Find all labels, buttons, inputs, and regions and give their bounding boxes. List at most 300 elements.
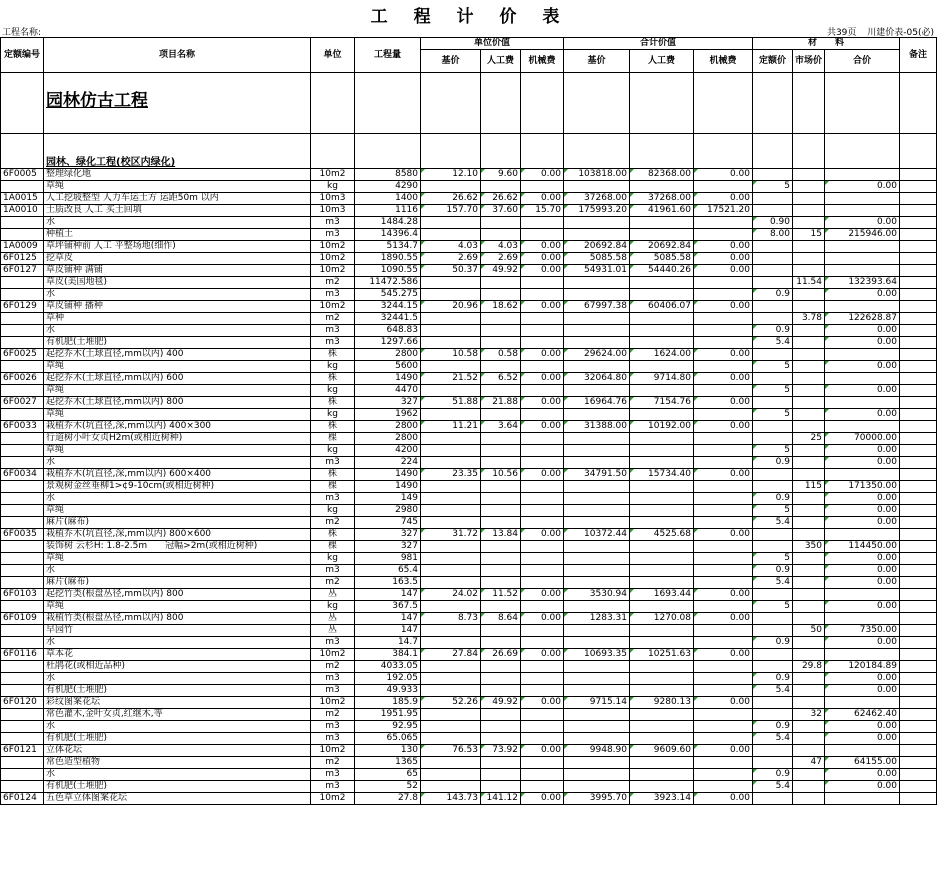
cell-b [421,733,481,745]
cell-name: 水 [44,217,311,229]
table-row [1,493,937,505]
cell-m: 0.00 [521,241,564,253]
cell-m: 0.00 [521,301,564,313]
table-row [1,169,937,181]
cell-tb [564,217,630,229]
cell-remark [900,745,937,757]
cell-code: 6F0027 [1,397,44,409]
cell-tl [630,661,694,673]
cell-q: 0.9 [753,457,793,469]
cell-remark [900,649,937,661]
cell-t [825,349,900,361]
cell-t [825,745,900,757]
cell-tb [564,769,630,781]
cell-m [521,433,564,445]
cell-t: 0.00 [825,505,900,517]
cell-m: 0.00 [521,193,564,205]
cell-unit: m2 [311,577,355,589]
cell-name: 杜鹃花(或相近品种) [44,661,311,673]
table-row [1,529,937,541]
cell-tm: 0.00 [694,793,753,805]
cell-code [1,661,44,673]
cell-m [521,505,564,517]
cell-name: 水 [44,565,311,577]
cell-remark [900,385,937,397]
cell-code [1,541,44,553]
cell-qty: 1490 [355,469,421,481]
cell-m [521,601,564,613]
cell-tb [564,553,630,565]
cell-t [825,613,900,625]
cell-remark [900,289,937,301]
cell-unit: 10m2 [311,169,355,181]
cell-tm [694,313,753,325]
cell-l: 9.60 [481,169,521,181]
cell-tm [694,637,753,649]
cell-b [421,757,481,769]
cell-tl: 5085.58 [630,253,694,265]
cell-tm: 0.00 [694,697,753,709]
table-row [1,277,937,289]
cell-unit: m2 [311,709,355,721]
cell-qty: 327 [355,529,421,541]
cell-name: 水 [44,493,311,505]
cell-qty: 2980 [355,505,421,517]
cell-q: 5 [753,361,793,373]
cell-b [421,457,481,469]
cell-qty: 5600 [355,361,421,373]
cell-unit: m3 [311,457,355,469]
cell-tl: 41961.60 [630,205,694,217]
cell-m [521,733,564,745]
cell-qty: 14396.4 [355,229,421,241]
cell-l [481,433,521,445]
cell-unit: m2 [311,661,355,673]
cell-b: 143.73 [421,793,481,805]
cell-remark [900,349,937,361]
cell-tm [694,601,753,613]
cell-qty: 52 [355,781,421,793]
cell-tl: 20692.84 [630,241,694,253]
cell-t: 0.00 [825,493,900,505]
cell-unit: 丛 [311,613,355,625]
cell-tb: 37268.00 [564,193,630,205]
table-row [1,481,937,493]
cell-mp [793,361,825,373]
cell-remark [900,601,937,613]
cell-q [753,589,793,601]
cell-remark [900,697,937,709]
cell-unit: 10m3 [311,205,355,217]
cell-remark [900,457,937,469]
cell-code [1,229,44,241]
cell-t [825,397,900,409]
cell-code [1,385,44,397]
cell-mp [793,529,825,541]
cell-remark [900,769,937,781]
table-row [1,253,937,265]
cell-code: 6F0026 [1,373,44,385]
cell-tm [694,781,753,793]
cell-qty: 4290 [355,181,421,193]
cell-m [521,337,564,349]
cell-tm [694,457,753,469]
cell-l [481,229,521,241]
cell-tm [694,325,753,337]
table-row [1,397,937,409]
cell-tb: 67997.38 [564,301,630,313]
cell-code [1,457,44,469]
cell-unit: kg [311,409,355,421]
cell-name: 草绳 [44,385,311,397]
cell-remark [900,565,937,577]
table-row [1,709,937,721]
cell-b: 23.35 [421,469,481,481]
table-row [1,361,937,373]
cell-unit: m2 [311,313,355,325]
cell-m [521,661,564,673]
cell-tl [630,601,694,613]
header-code: 定额编号 [1,38,44,73]
cell-tb [564,337,630,349]
cell-tb [564,313,630,325]
table-row [1,781,937,793]
cell-tl [630,433,694,445]
cell-code [1,445,44,457]
cell-name: 常色灌木,金叶女贞,红继木,等 [44,709,311,721]
cell-tb [564,685,630,697]
cell-tb: 10693.35 [564,649,630,661]
cell-remark [900,613,937,625]
cell-tl: 1270.08 [630,613,694,625]
cell-tl [630,673,694,685]
cell-q: 5.4 [753,685,793,697]
cell-tm [694,337,753,349]
cell-tm [694,229,753,241]
cell-tl: 10192.00 [630,421,694,433]
cell-tm: 0.00 [694,349,753,361]
cell-l [481,361,521,373]
cell-tm [694,541,753,553]
cell-t: 7350.00 [825,625,900,637]
cell-qty: 1116 [355,205,421,217]
cell-qty: 1400 [355,193,421,205]
cell-b: 2.69 [421,253,481,265]
cell-name: 草绳 [44,181,311,193]
cell-qty: 2800 [355,421,421,433]
cell-name: 草绳 [44,601,311,613]
cell-mp [793,385,825,397]
cell-l [481,685,521,697]
cell-mp [793,217,825,229]
cell-tm [694,565,753,577]
cell-l [481,661,521,673]
cell-t [825,649,900,661]
cell-b: 8.73 [421,613,481,625]
cell-tm [694,277,753,289]
header-total-machine: 机械费 [694,50,753,73]
table-row [1,517,937,529]
cell-b [421,313,481,325]
cell-unit: 10m3 [311,193,355,205]
cell-remark [900,685,937,697]
cell-tb [564,481,630,493]
cell-remark [900,325,937,337]
cell-tl [630,337,694,349]
cell-m [521,637,564,649]
cell-q: 0.9 [753,637,793,649]
cell-name: 栽植乔木(坑直径,深,mm以内) 600×400 [44,469,311,481]
cell-tl: 10251.63 [630,649,694,661]
cell-qty: 367.5 [355,601,421,613]
cell-tl [630,481,694,493]
cell-tb [564,625,630,637]
cell-m [521,673,564,685]
cell-name: 水 [44,457,311,469]
cell-t: 0.00 [825,361,900,373]
cell-unit: m3 [311,229,355,241]
cell-t [825,253,900,265]
cell-q: 5.4 [753,781,793,793]
cell-q [753,313,793,325]
cell-tm: 0.00 [694,589,753,601]
cell-b: 50.37 [421,265,481,277]
cell-m [521,481,564,493]
cell-code [1,601,44,613]
cell-mp [793,685,825,697]
cell-l: 26.62 [481,193,521,205]
cell-mp: 11.54 [793,277,825,289]
cell-tm [694,517,753,529]
cell-qty: 130 [355,745,421,757]
cell-code [1,493,44,505]
cell-q [753,397,793,409]
cell-b: 52.26 [421,697,481,709]
cell-l [481,505,521,517]
cell-qty: 49.933 [355,685,421,697]
cell-qty: 1090.55 [355,265,421,277]
cell-q: 0.9 [753,325,793,337]
cell-b: 12.10 [421,169,481,181]
cell-mp [793,265,825,277]
cell-q: 0.9 [753,493,793,505]
cell-mp [793,613,825,625]
cell-code [1,577,44,589]
cell-name: 草皮铺种 播种 [44,301,311,313]
cell-code [1,337,44,349]
cell-qty: 147 [355,589,421,601]
cell-code [1,181,44,193]
cell-mp [793,241,825,253]
cell-unit: 10m2 [311,241,355,253]
cell-q [753,349,793,361]
cell-tm [694,181,753,193]
section-title: 园林仿古工程 [46,91,148,111]
cell-name: 水 [44,673,311,685]
cell-tm: 17521.20 [694,205,753,217]
cell-tl [630,313,694,325]
cell-l [481,445,521,457]
cell-q [753,169,793,181]
cell-code [1,769,44,781]
cell-l: 18.62 [481,301,521,313]
cell-remark [900,541,937,553]
cell-remark [900,313,937,325]
cell-tb [564,661,630,673]
cell-l [481,409,521,421]
cell-qty: 92.95 [355,721,421,733]
table-row [1,661,937,673]
cell-mp [793,253,825,265]
cell-unit: m3 [311,769,355,781]
cell-l: 6.52 [481,373,521,385]
cell-t: 122628.87 [825,313,900,325]
table-row [1,589,937,601]
cell-qty: 3244.15 [355,301,421,313]
cell-b [421,409,481,421]
cell-q [753,265,793,277]
cell-tb [564,385,630,397]
cell-t [825,589,900,601]
cell-remark [900,625,937,637]
table-row [1,301,937,313]
cell-m [521,217,564,229]
cell-tb [564,709,630,721]
cell-m: 0.00 [521,745,564,757]
cell-m [521,721,564,733]
cell-m [521,517,564,529]
cell-remark [900,361,937,373]
cell-b [421,601,481,613]
cell-tb [564,577,630,589]
cell-qty: 1365 [355,757,421,769]
cell-m [521,781,564,793]
cell-t: 0.00 [825,577,900,589]
cell-name: 草坪铺种前 人工 平整场地(细作) [44,241,311,253]
cell-qty: 8580 [355,169,421,181]
cell-tm [694,577,753,589]
cell-tl [630,541,694,553]
table-row [1,385,937,397]
cell-code [1,433,44,445]
cell-m: 0.00 [521,265,564,277]
cell-b: 76.53 [421,745,481,757]
cell-mp [793,565,825,577]
cell-qty: 4200 [355,445,421,457]
cell-tm [694,553,753,565]
cell-code [1,625,44,637]
cell-m [521,577,564,589]
cell-tl: 1624.00 [630,349,694,361]
cell-tl [630,385,694,397]
cell-code [1,781,44,793]
cell-tb: 29624.00 [564,349,630,361]
cell-m [521,769,564,781]
cell-m [521,313,564,325]
cell-name: 景观树金丝垂柳1>¢9-10cm(或相近树种) [44,481,311,493]
table-row [1,565,937,577]
cell-tl [630,289,694,301]
cell-qty: 224 [355,457,421,469]
cell-unit: kg [311,445,355,457]
cell-name: 麻片(麻布) [44,517,311,529]
cell-unit: m3 [311,337,355,349]
cell-tm [694,445,753,457]
cell-l: 37.60 [481,205,521,217]
cell-t: 0.00 [825,565,900,577]
cell-tl [630,445,694,457]
cell-t: 171350.00 [825,481,900,493]
cell-mp: 15 [793,229,825,241]
table-row [1,733,937,745]
project-name-label: 工程名称: [2,28,42,38]
cell-name: 种植土 [44,229,311,241]
table-row [1,745,937,757]
cell-t: 0.00 [825,781,900,793]
cell-t: 0.00 [825,289,900,301]
cell-name: 常色造型植物 [44,757,311,769]
cell-b: 27.84 [421,649,481,661]
cell-mp [793,289,825,301]
cell-q: 5 [753,181,793,193]
cell-remark [900,169,937,181]
page-title: 工 程 计 价 表 [370,7,570,27]
cell-t: 0.00 [825,385,900,397]
table-row [1,289,937,301]
cell-b [421,277,481,289]
cell-name: 有机肥(土堆肥) [44,685,311,697]
cell-b: 10.58 [421,349,481,361]
cell-qty: 2800 [355,349,421,361]
cell-mp [793,577,825,589]
cell-tb [564,277,630,289]
cell-tm: 0.00 [694,253,753,265]
cell-remark [900,421,937,433]
cell-q: 0.9 [753,289,793,301]
cell-q: 5.4 [753,733,793,745]
cell-q: 0.9 [753,673,793,685]
cell-mp [793,445,825,457]
cell-remark [900,637,937,649]
cell-tm [694,673,753,685]
cell-m: 0.00 [521,697,564,709]
cell-remark [900,217,937,229]
cell-b [421,553,481,565]
cell-l [481,313,521,325]
cell-name: 水 [44,769,311,781]
table-row [1,553,937,565]
cell-t: 0.00 [825,673,900,685]
header-material: 材 料 [753,38,900,50]
cell-t: 0.00 [825,769,900,781]
cell-tl [630,685,694,697]
cell-qty: 14.7 [355,637,421,649]
cell-name: 彩纹图案花坛 [44,697,311,709]
cell-remark [900,505,937,517]
cell-code: 6F0005 [1,169,44,181]
cell-b [421,673,481,685]
cell-l [481,481,521,493]
cell-l [481,457,521,469]
cell-unit: 10m2 [311,697,355,709]
cell-tl: 54440.26 [630,265,694,277]
cell-code: 6F0035 [1,529,44,541]
header-remark: 备注 [900,38,937,73]
cell-q [753,469,793,481]
header-qty: 工程量 [355,38,421,73]
cell-l [481,721,521,733]
cell-t [825,373,900,385]
